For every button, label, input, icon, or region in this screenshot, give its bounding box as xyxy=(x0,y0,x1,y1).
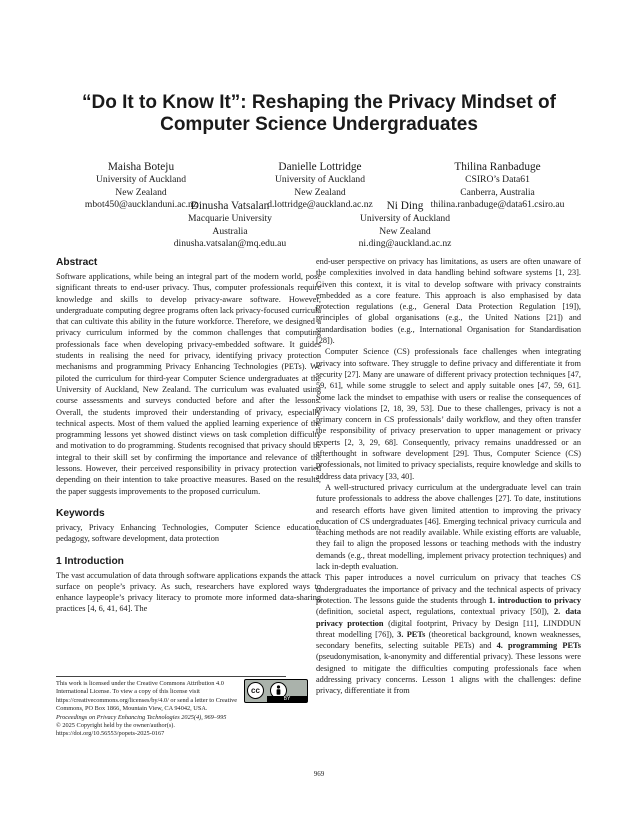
lesson-1-label: 1. introduction to privacy xyxy=(488,595,581,605)
author-location: New Zealand xyxy=(379,225,431,237)
left-column xyxy=(56,256,321,615)
journal-citation: Proceedings on Privacy Enhancing Technologies 2025(4), 969–995 xyxy=(56,713,227,721)
footnote-rule xyxy=(56,676,286,677)
author-affiliation: CSIRO’s Data61 xyxy=(465,174,530,185)
cc-by-license-badge xyxy=(244,679,308,703)
author-location: Canberra, Australia xyxy=(460,186,535,198)
lesson-2-label: 2. data privacy protection xyxy=(316,607,581,628)
intro-paragraph: end-user perspective on privacy has limitations, as users are often unaware of the complexities involved in data handling behind software systems [1, 23]. Given this context, it is vital to develop software with privacy constraints embedded as a core feature. This approach is also emphasised by data protection regulations (e.g., General Data Protection Regulation [19]), principles of global organisations (e.g., the United Nations [21]) and standardisation bodies (e.g., International Organisation for Standardisation [28]). xyxy=(316,257,581,346)
author-location: New Zealand xyxy=(115,186,167,198)
paper-title: “Do It to Know It”: Reshaping the Privacy Mindset of Computer Science Undergraduates xyxy=(82,92,556,135)
page-number: 969 xyxy=(313,770,325,778)
copyright-text: © 2025 Copyright held by the owner/author(s). xyxy=(56,722,175,730)
author-affiliation: Macquarie University xyxy=(188,213,272,224)
author-location: New Zealand xyxy=(294,186,346,198)
author-name: Thilina Ranbaduge xyxy=(454,161,541,173)
author-affiliation: University of Auckland xyxy=(359,213,451,224)
by-label: BY xyxy=(267,696,307,702)
intro-paragraph: This paper introduces a novel curriculum on privacy that teaches CS undergraduates the importance of privacy and the technical aspects of privacy protection. The lessons guide the students through 1. introduction to privacy (definition, societal aspect, regulations, contextual privacy [50]), 2. data privacy protection (digital footprint, Privacy by Design [11], LINDDUN threat modelling [76]), 3. PETs (theoretical background, known weaknesses, secondary benefits, selecting suitable PETs) and 4. programming PETs (pseudonymisation, k-anonymity and differential privacy). These lessons were designed to mitigate the difficulties computing professionals face when addressing privacy concerns. Lesson 1 aligns with the challenges: define privacy, differentiate it from xyxy=(316,573,581,696)
author-block xyxy=(155,199,305,251)
author-block xyxy=(330,199,480,251)
author-name: Dinusha Vatsalan xyxy=(190,200,270,212)
author-email: dinusha.vatsalan@mq.edu.au xyxy=(173,238,287,250)
author-location: Australia xyxy=(212,225,248,237)
right-column xyxy=(316,256,581,697)
abstract-heading: Abstract xyxy=(56,257,98,268)
author-name: Ni Ding xyxy=(386,200,424,212)
author-email: thilina.ranbaduge@data61.csiro.au xyxy=(430,199,565,211)
author-affiliation: University of Auckland xyxy=(95,174,187,185)
license-text: This work is licensed under the Creative Commons Attribution 4.0 International License. To view a copy of this license visit https://creativecommons.org/licenses/by/4.0/ or send a letter to Creative Commons, PO Box 1866, Mountain View, CA 94042, USA. xyxy=(56,680,238,713)
intro-paragraph: The vast accumulation of data through software applications expands the attack surface on people’s privacy. As such, researchers have explored ways to enhance laypeople’s privacy literacy to promote more informed data-sharing practices [4, 6, 41, 64]. The xyxy=(56,570,321,614)
author-affiliation: University of Auckland xyxy=(274,174,366,185)
author-email: d.lottridge@auckland.ac.nz xyxy=(267,199,373,211)
doi-link[interactable]: https://doi.org/10.56553/popets-2025-0167 xyxy=(56,730,165,738)
lesson-4-label: 4. programming PETs xyxy=(496,641,581,651)
author-name: Danielle Lottridge xyxy=(278,161,362,173)
intro-paragraph: A well-structured privacy curriculum at the undergraduate level can train future professionals to address the above challenges [27]. To date, institutions and research efforts have given limited attention to improving the privacy education of CS undergraduates [46]. Emerging technical privacy curricula and teaching methods are not readily available. While existing efforts are valuable, they fail to align the proposed lessons or teaching methods with the industry demands (e.g., threat modelling, implement privacy protection techniques) and lack in-depth evaluation. xyxy=(316,482,581,572)
author-email: ni.ding@auckland.ac.nz xyxy=(358,238,452,250)
introduction-heading: 1 Introduction xyxy=(56,555,124,567)
abstract-text: Software applications, while being an integral part of the modern world, pose significant threats to end-user privacy. Thus, computer professionals require knowledge and skills to develop privacy-aware software. However, undergraduate computing degree programs often lack privacy-focused curricula that can cultivate this ability in the future workforce. Therefore, we designed a privacy curriculum informed by the common challenges that computing professionals face when developing privacy-embedded software. It guides students in realising the need for privacy, identifying privacy protection mechanisms and programming Privacy Enhancing Technologies (PETs). We piloted the curriculum for third-year Computer Science undergraduates at the University of Auckland, New Zealand. The curriculum was evaluated using course assessments and surveys conducted before and after the lessons. Overall, the students improved their understanding of privacy, especially technical aspects. Most of them valued the applied learning experience of the programming lessons yet showed distinct views on task completion difficulty and motivation to do programming. Students recognised that privacy should be integral to their skill set by confirming the importance and relevance of the lessons. However, their perceived responsibility in privacy protection varied depending on their intention to take proactive measures. Based on the results, the paper suggests improvements to the proposed curriculum. xyxy=(56,272,321,496)
keywords-heading: Keywords xyxy=(56,507,105,519)
intro-paragraph: Computer Science (CS) professionals face challenges when integrating privacy into software. They struggle to define privacy and differentiate it from security [27]. Many are unaware of different privacy protection techniques [47, 59, 61], while some struggle to select and apply suitable ones [47, 59, 61]. Some lack the mindset to empathise with users or realise the consequences of privacy violations [2, 18, 39, 53]. Due to these challenges, privacy is not a primary concern in CS professionals’ daily workflow, and they often transfer the responsibility of privacy preservation to upper management or privacy experts [2, 3, 29, 68]. Consequently, privacy remains unaddressed or an afterthought in software development [29]. Thus, Computer Science (CS) professionals, not limited to privacy specialists, require knowledge and skills to address data privacy [33, 40]. xyxy=(316,347,581,481)
lesson-3-label: 3. PETs xyxy=(397,629,426,639)
author-name: Maisha Boteju xyxy=(107,161,175,173)
author-email: mbot450@aucklanduni.ac.nz xyxy=(84,199,198,211)
keywords-text: privacy, Privacy Enhancing Technologies, Computer Science education, pedagogy, software development, data protection xyxy=(56,522,321,544)
cc-icon: cc xyxy=(247,682,264,699)
